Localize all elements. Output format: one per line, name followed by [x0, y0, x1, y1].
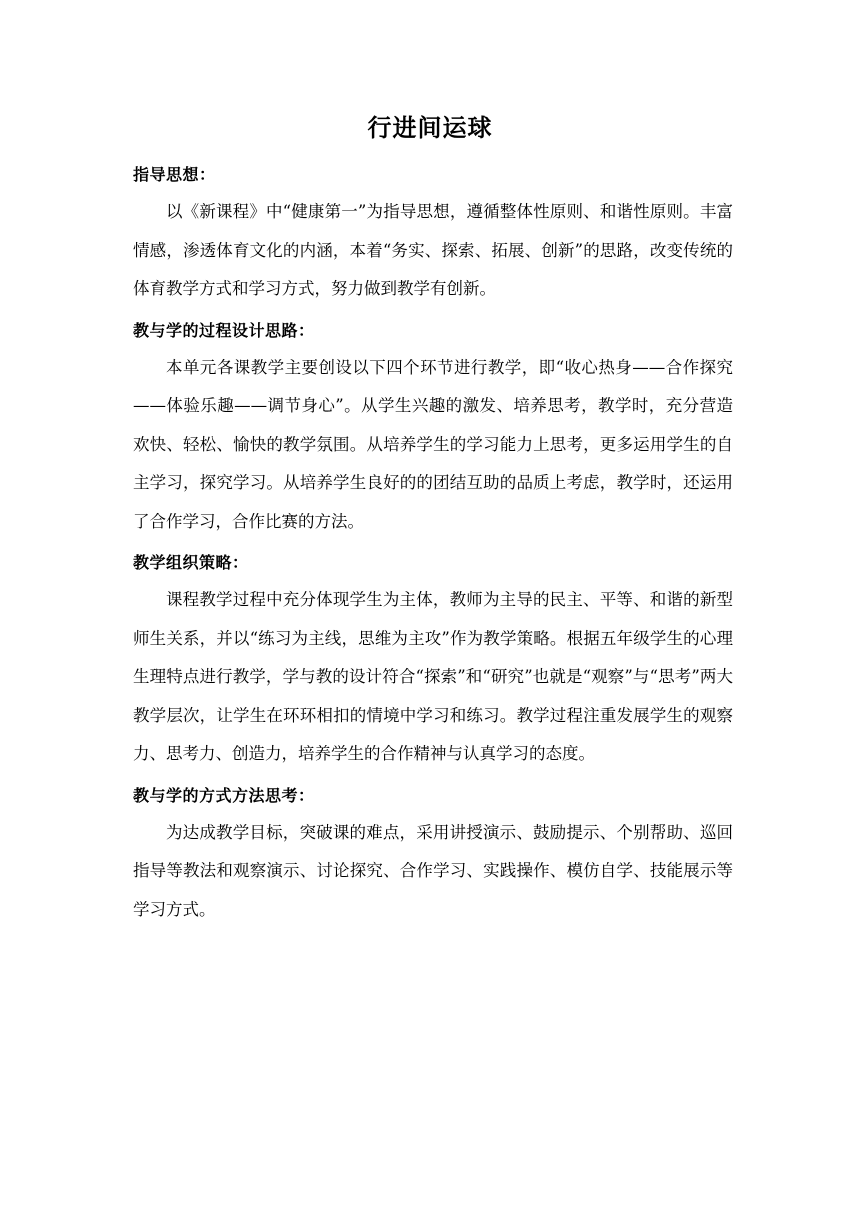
section-process-design — [133, 313, 733, 542]
section-heading: 教与学的方式方法思考： — [133, 785, 315, 805]
section-heading: 教学组织策略： — [133, 553, 249, 572]
section-organization-strategy — [133, 545, 733, 774]
section-paragraph: 为达成教学目标，突破课的难点，采用讲授演示、鼓励提示、个别帮助、巡回指导等教法和观察演示、讨论探究、合作学习、实践操作、模仿自学、技能展示等学习方式。 — [133, 822, 733, 919]
section-heading: 指导思想： — [133, 165, 216, 184]
document-title: 行进间运球 — [367, 113, 493, 142]
section-paragraph: 课程教学过程中充分体现学生为主体，教师为主导的民主、平等、和谐的新型师生关系，并以“练习为主线，思维为主攻”作为教学策略。根据五年级学生的心理生理特点进行教学，学与教的设计符合“探索”和“研究”也就是“观察”与“思考”两大教学层次，让学生在环环相扣的情境中学习和练习。教学过程注重发展学生的观察力、思考力、创造力，培养学生的合作精神与认真学习的态度。 — [133, 590, 733, 763]
document-body — [133, 157, 733, 933]
section-guiding-idea — [133, 157, 733, 309]
section-paragraph: 以《新课程》中“健康第一”为指导思想，遵循整体性原则、和谐性原则。丰富情感，渗透体育文化的内涵，本着“务实、探索、拓展、创新”的思路，改变传统的体育教学方式和学习方式，努力做到教学有创新。 — [133, 202, 733, 298]
section-methods — [133, 778, 733, 930]
section-paragraph: 本单元各课教学主要创设以下四个环节进行教学，即“收心热身——合作探究——体验乐趣——调节身心”。从学生兴趣的激发、培养思考，教学时，充分营造欢快、轻松、愉快的教学氛围。从培养学生的学习能力上思考，更多运用学生的自主学习，探究学习。从培养学生良好的的团结互助的品质上考虑，教学时，还运用了合作学习，合作比赛的方法。 — [133, 357, 733, 531]
section-heading: 教与学的过程设计思路： — [133, 320, 315, 340]
